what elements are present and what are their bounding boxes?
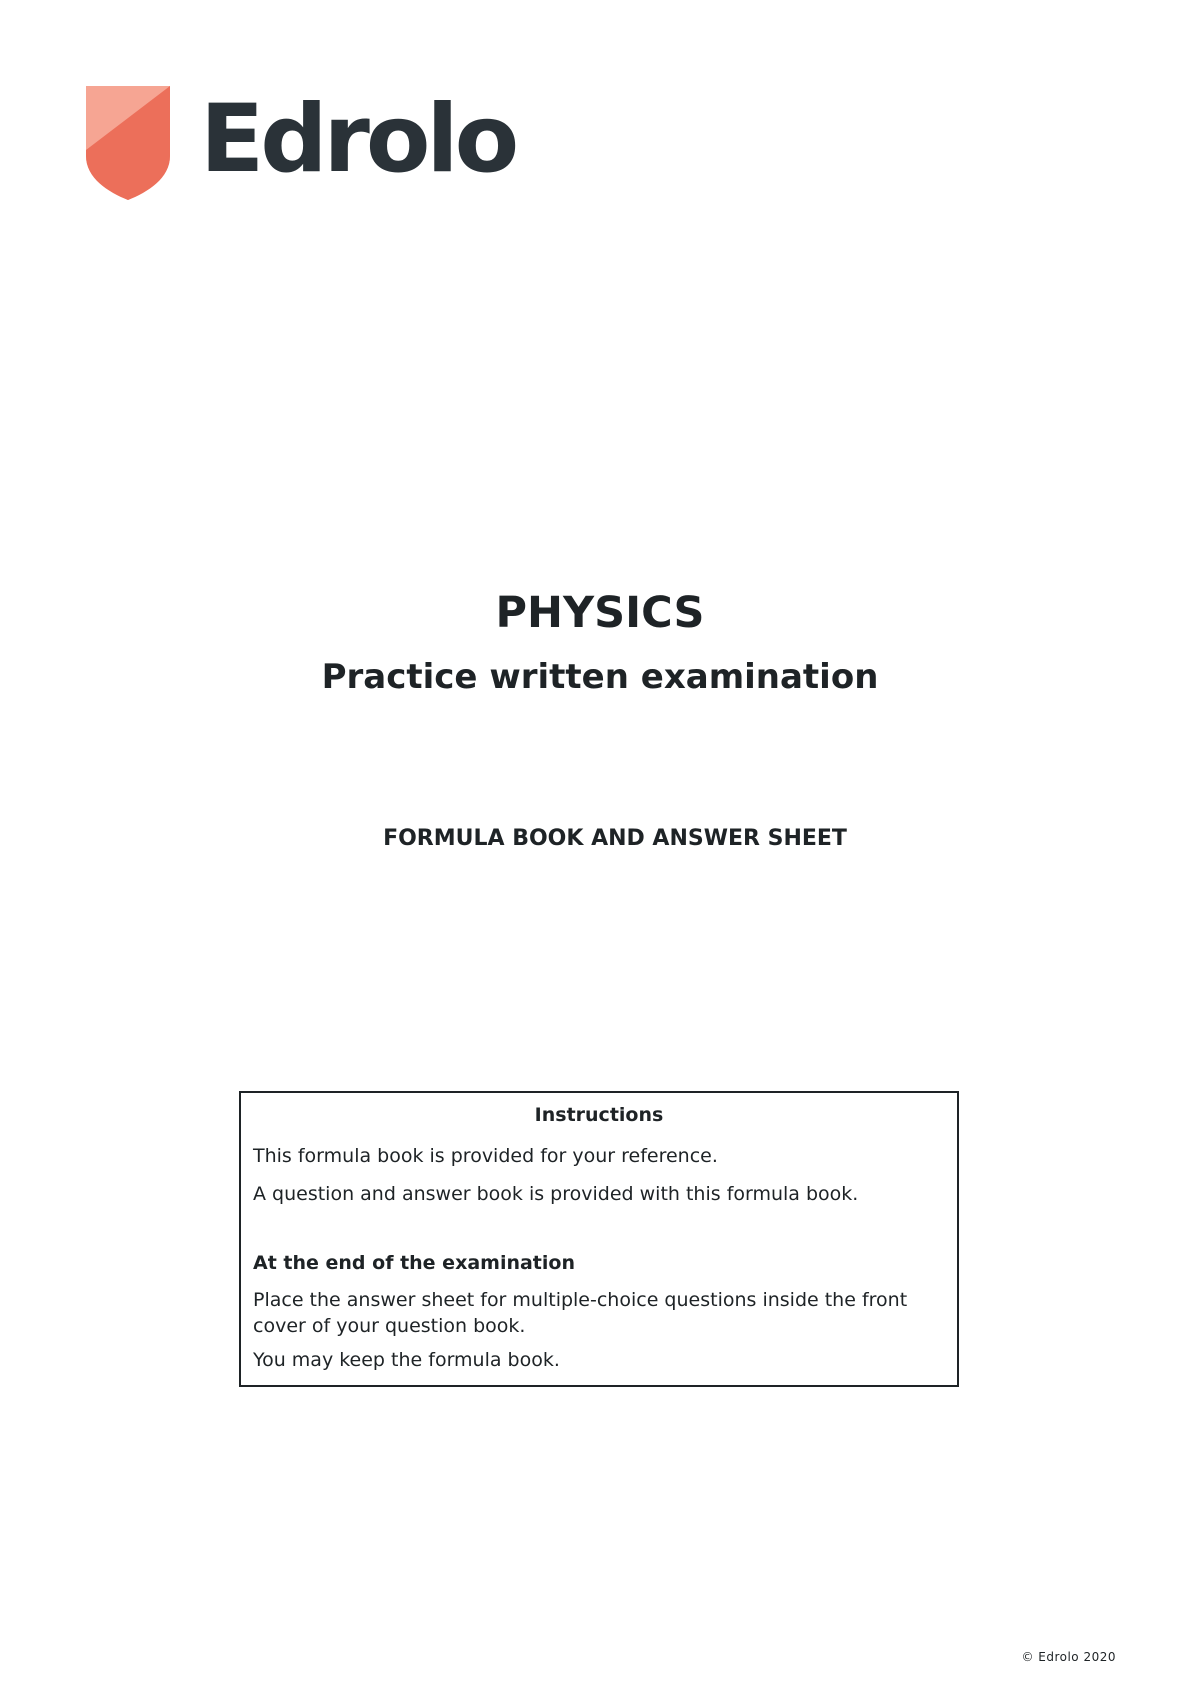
page-subtitle: Practice written examination — [321, 657, 879, 697]
edrolo-logo — [86, 86, 515, 200]
shield-icon — [86, 86, 170, 200]
copyright-notice: © Edrolo 2020 — [1021, 1650, 1116, 1664]
instruction-line: Place the answer sheet for multiple-choice questions inside the front cover of your question book. — [253, 1289, 908, 1337]
logo-wordmark: Edrolo — [200, 85, 516, 194]
instruction-line: This formula book is provided for your reference. — [253, 1145, 718, 1167]
instruction-line: A question and answer book is provided with this formula book. — [253, 1183, 859, 1205]
instructions-box — [239, 1091, 959, 1387]
page-title: PHYSICS — [495, 588, 705, 638]
end-of-exam-heading: At the end of the examination — [253, 1252, 575, 1274]
instruction-line: You may keep the formula book. — [253, 1349, 560, 1371]
instructions-heading: Instructions — [534, 1104, 664, 1126]
document-type: FORMULA BOOK AND ANSWER SHEET — [383, 826, 847, 851]
